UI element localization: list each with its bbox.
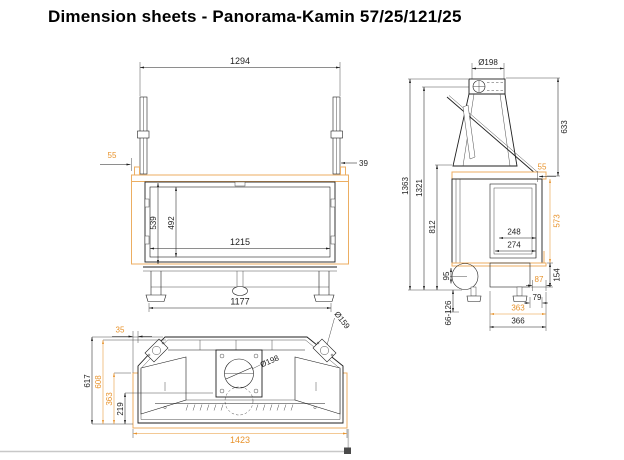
flue-spigot [469,79,505,94]
dim-label-1215: 1215 [229,237,251,247]
dim-label-1321: 1321 [415,179,424,197]
dim-foot-adjustment [444,290,459,325]
dim-label-1294: 1294 [229,56,251,66]
dim-label-274: 274 [507,240,521,250]
label-air-stub-diameter [327,310,352,345]
dim-label-633: 633 [560,120,569,134]
dim-label-87: 87 [534,275,544,284]
dim-label-flue-dia-side: Ø198 [478,58,498,67]
dim-firebox-depth [499,228,536,239]
dim-label-363-side: 363 [511,303,525,313]
page-frame [0,429,351,454]
dim-label-363-top: 363 [105,392,114,406]
dim-body-top-height [415,87,469,290]
dim-label-539: 539 [149,216,158,230]
smoke-dome [447,94,538,174]
dim-label-366: 366 [511,316,525,326]
frame-corner-handle [344,448,351,455]
dim-label-1177: 1177 [230,296,250,307]
combustion-air-stub [450,264,478,290]
dim-total-height [401,79,468,290]
dim-label-66-126: 66-126 [444,300,453,326]
dim-overall-width-top [133,429,347,445]
adjustable-feet-side [467,287,527,302]
dim-plinth-recess [524,293,548,308]
dim-flue-diameter [472,58,504,79]
dim-label-1363: 1363 [401,177,410,195]
dim-overall-width [140,56,340,96]
body-side [452,172,546,266]
front-view [100,56,368,312]
dim-label-55-side: 55 [537,162,547,172]
dim-label-35: 35 [115,325,125,335]
dim-label-608: 608 [94,375,103,389]
dim-left-overhang [100,151,132,171]
flue-plate-top [216,350,262,397]
dim-label-154: 154 [552,268,562,282]
plinth [490,263,530,287]
dim-glass-depth [495,241,536,252]
dim-label-95: 95 [442,271,451,281]
dim-base-depth-outer [490,317,547,328]
side-view [401,58,569,331]
door-rails [138,97,343,174]
dim-label-159: Ø159 [332,309,352,331]
dim-label-1423: 1423 [229,435,251,445]
dim-front-height [547,179,562,263]
dim-label-617: 617 [83,374,92,388]
dim-body-height [428,165,452,290]
top-view [83,310,352,445]
dim-label-573: 573 [552,214,562,228]
dim-label-812: 812 [428,220,437,234]
dim-label-219: 219 [116,402,125,416]
page-title: Dimension sheets - Panorama-Kamin 57/25/121/25 [48,7,462,26]
dim-label-492: 492 [167,216,176,230]
dim-base-width [149,297,331,313]
dim-label-79: 79 [532,293,542,302]
dim-air-stub-offset [442,268,451,284]
dim-label-248: 248 [507,227,521,237]
dim-label-55-front: 55 [107,151,117,160]
dim-label-flue-dia-top: Ø198 [258,353,281,370]
dim-label-39: 39 [359,159,368,168]
